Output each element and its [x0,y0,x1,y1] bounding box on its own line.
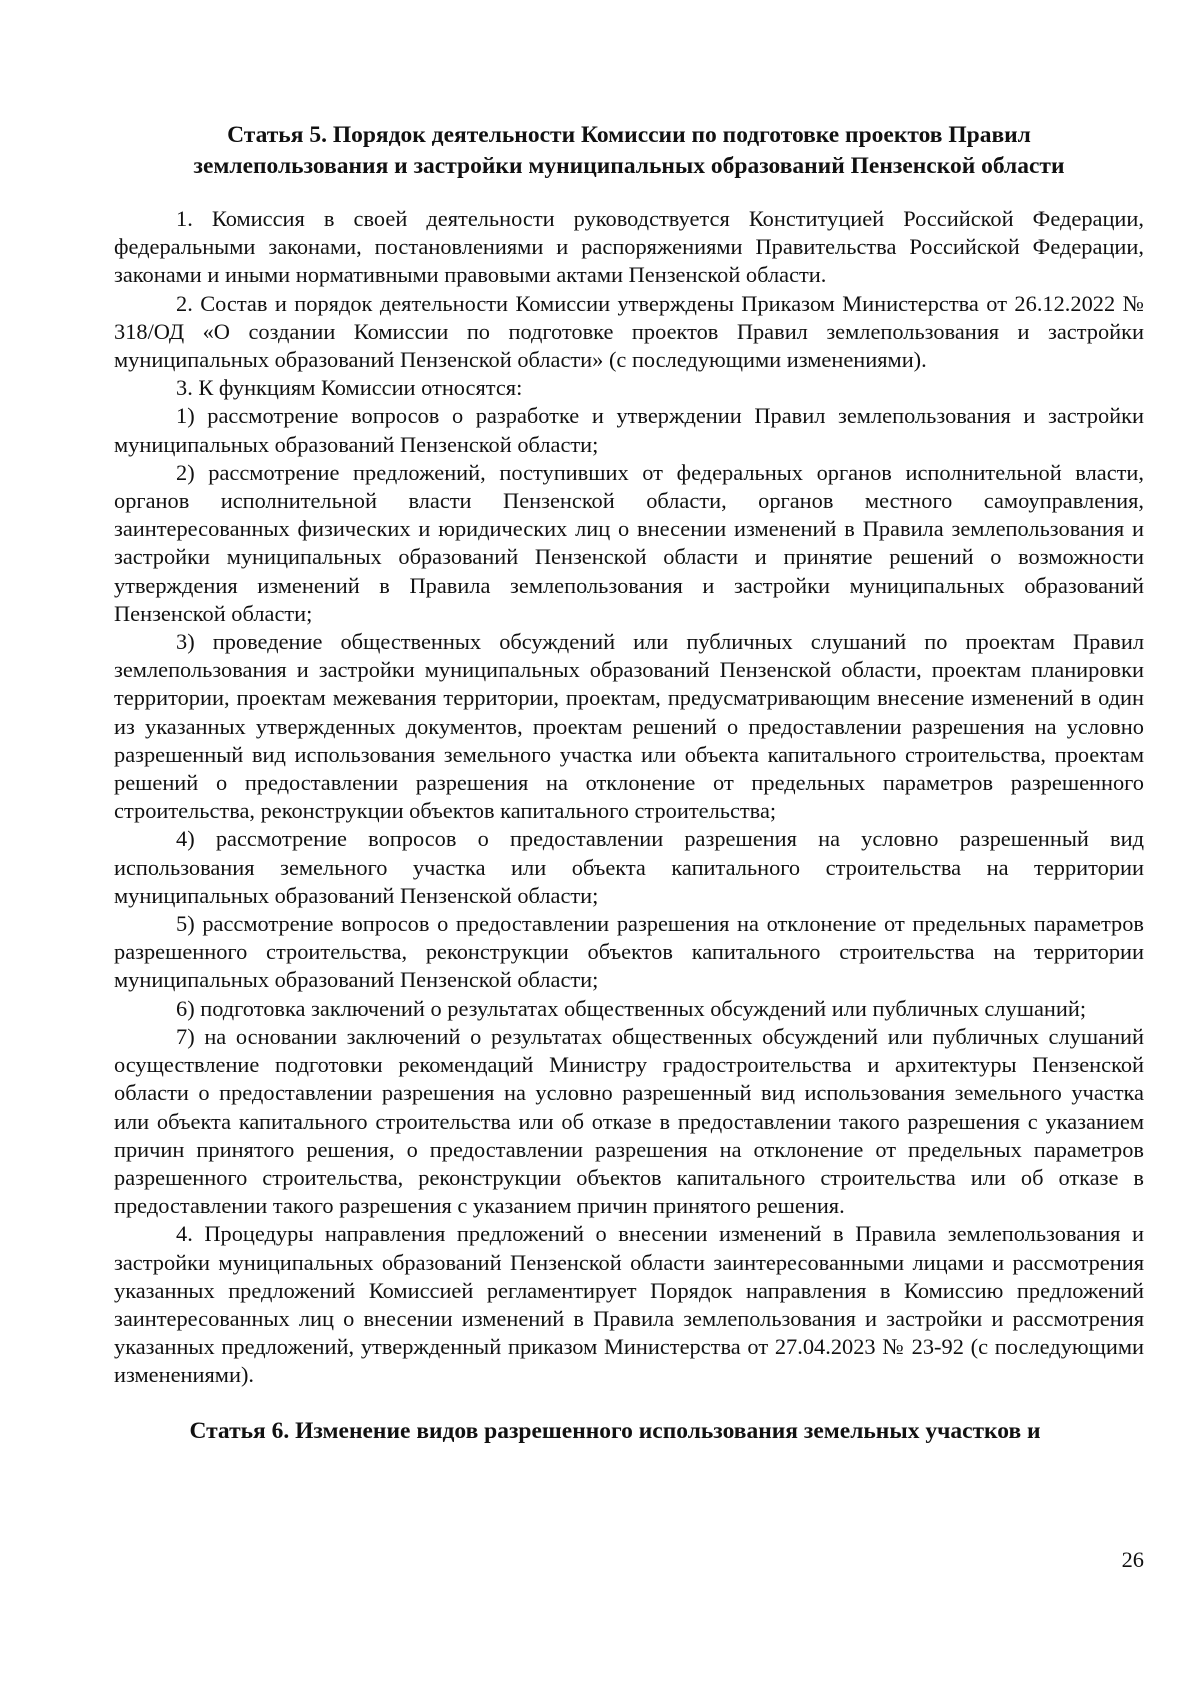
function-item-2: 2) рассмотрение предложений, поступивших от федеральных органов исполнительной власти, органов исполнительной власти Пензенской области, органов местного самоуправления, заинтересованных физических и юридических лиц о внесении изменений в Правила землепользования и застройки муниципальных образований Пензенской области и принятие решений о возможности утверждения изменений в Правила землепользования и застройки муниципальных образований Пензенской области; [114,459,1144,626]
function-item-6: 6) подготовка заключений о результатах общественных обсуждений или публичных слушаний; [176,995,1087,1021]
function-item-7: 7) на основании заключений о результатах общественных обсуждений или публичных слушаний осуществление подготовки рекомендаций Министру градостроительства и архитектуры Пензенской области о предоставлении разрешения на условно разрешенный вид использования земельного участка или объекта капитального строительства или об отказе в предоставлении такого разрешения с указанием причин принятого решения, о предоставлении разрешения на отклонение от предельных параметров разрешенного строительства, реконструкции объектов капитального строительства или об отказе в предоставлении такого разрешения с указанием причин принятого решения. [114,1023,1144,1219]
paragraph-3: 3. К функциям Комиссии относятся: [176,375,523,401]
article-6-heading: Статья 6. Изменение видов разрешенного использования земельных участков и [189,1417,1041,1444]
article-5-body [114,205,1144,1390]
document-page [114,120,1144,1447]
paragraph-1: 1. Комиссия в своей деятельности руководствуется Конституцией Российской Федерации, федеральными законами, постановлениями и распоряжениями Правительства Российской Федерации, законами и иными нормативными правовыми актами Пензенской области. [114,206,1144,288]
function-item-3: 3) проведение общественных обсуждений или публичных слушаний по проектам Правил землепользования и застройки муниципальных образований Пензенской области, проектам планировки территории, проектам межевания территории, проектам, предусматривающим внесение изменений в один из указанных утвержденных документов, проектам решений о предоставлении разрешения на условно разрешенный вид использования земельного участка или объекта капитального строительства, проектам решений о предоставлении разрешения на отклонение от предельных параметров разрешенного строительства, реконструкции объектов капитального строительства; [114,629,1144,824]
page-number: 26 [1121,1547,1144,1572]
paragraph-2: 2. Состав и порядок деятельности Комиссии утверждены Приказом Министерства от 26.12.2022 № 318/ОД «О создании Комиссии по подготовке проектов Правил землепользования и застройки муниципальных образований Пензенской области» (с последующими изменениями). [114,290,1144,373]
article-5-heading-line-1: Статья 5. Порядок деятельности Комиссии по подготовке проектов Правил [227,122,1031,148]
function-item-5: 5) рассмотрение вопросов о предоставлении разрешения на отклонение от предельных параметров разрешенного строительства, реконструкции объектов капитального строительства на территории муниципальных образований Пензенской области; [114,911,1144,993]
article-5-heading [114,120,1144,182]
function-item-4: 4) рассмотрение вопросов о предоставлении разрешения на условно разрешенный вид использования земельного участка или объекта капитального строительства на территории муниципальных образований Пензенской области; [114,826,1144,908]
article-5-heading-line-2: землепользования и застройки муниципальных образований Пензенской области [193,153,1065,179]
function-item-1: 1) рассмотрение вопросов о разработке и утверждении Правил землепользования и застройки муниципальных образований Пензенской области; [114,403,1144,457]
paragraph-4: 4. Процедуры направления предложений о внесении изменений в Правила землепользования и застройки муниципальных образований Пензенской области заинтересованными лицами и рассмотрения указанных предложений Комиссией регламентирует Порядок направления в Комиссию предложений заинтересованных лиц о внесении изменений в Правила землепользования и застройки и рассмотрения указанных предложений, утвержденный приказом Министерства от 27.04.2023 № 23-92 (с последующими изменениями). [114,1221,1144,1388]
